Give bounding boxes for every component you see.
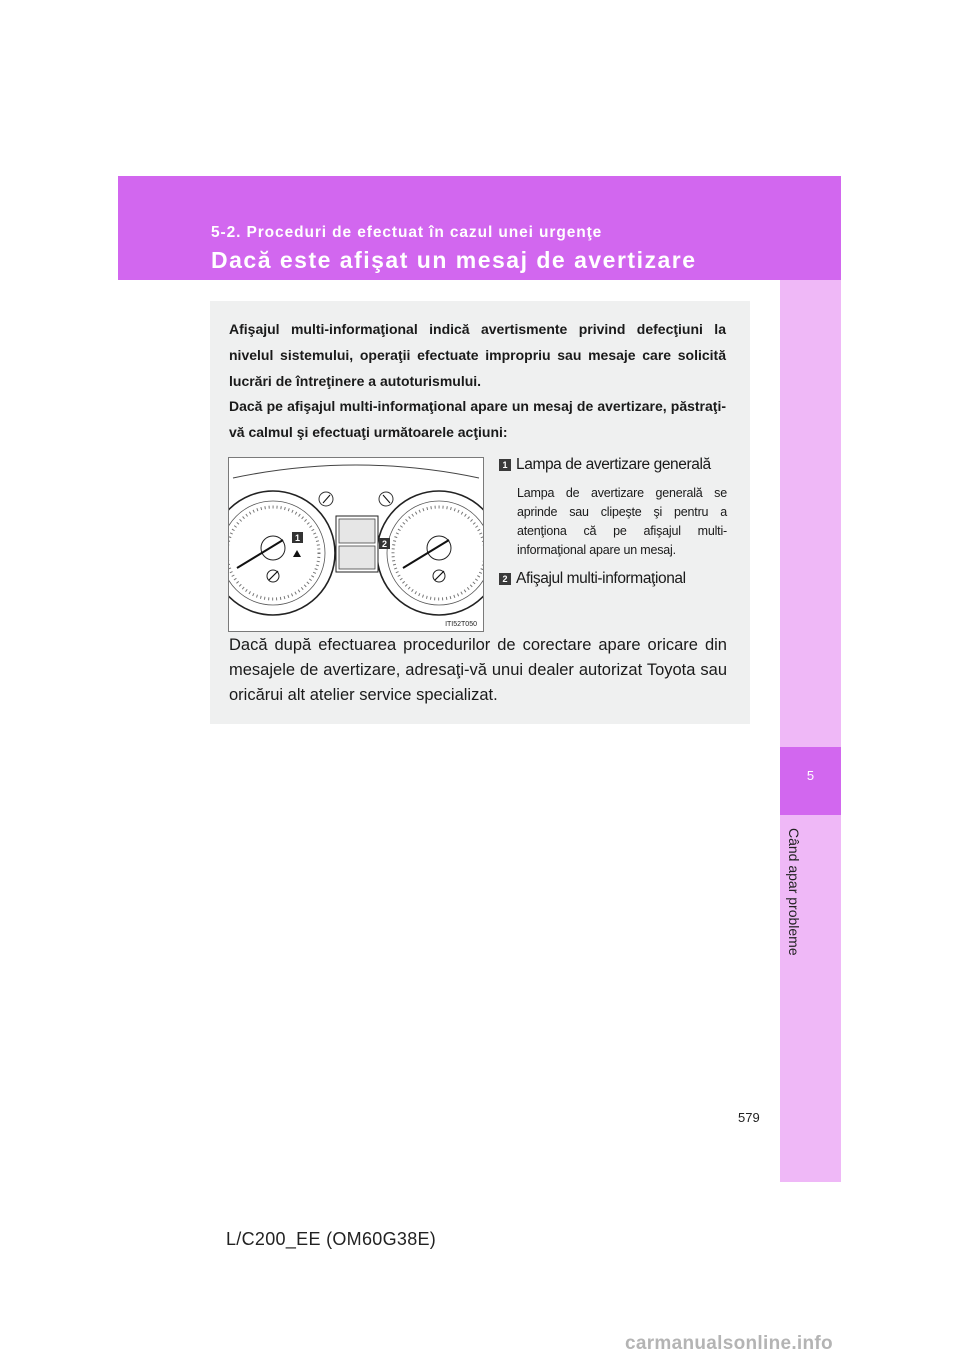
figure-code: ITI52T050 (445, 621, 477, 628)
callout-title-1: Lampa de avertizare generală (516, 456, 711, 473)
page-number: 579 (738, 1110, 760, 1125)
instrument-cluster-figure (228, 457, 484, 632)
intro-paragraph: Afişajul multi-informaţional indică avertismente privind defecţiuni la nivelul sistemului, operaţii efectuate impropriu sau mesaje care solicită lucrări de întreţinere a autoturismului. (229, 321, 726, 389)
chapter-number: 5 (806, 768, 815, 783)
callout-1 (499, 456, 727, 474)
page-title: Dacă este afişat un mesaj de avertizare (211, 247, 697, 273)
side-tab (780, 280, 841, 1182)
callout-2 (499, 570, 727, 588)
intro-paragraph-actions: Dacă pe afişajul multi-informaţional apare un mesaj de avertizare, păstraţi-vă calmul şi efectuaţi următoarele acţiuni: (229, 398, 726, 440)
closing-paragraph: Dacă după efectuarea procedurilor de corectare apare oricare din mesajele de avertizare, adresaţi-vă unui dealer autorizat Toyota sau oricărui alt atelier service specializat. (229, 636, 727, 704)
callout-description-1: Lampa de avertizare generală se aprinde sau clipeşte şi pentru a atenţiona că pe afişajul multi-informaţional apare un mesaj. (517, 486, 727, 557)
callout-number-1: 1 (499, 459, 511, 471)
watermark: carmanualsonline.info (625, 1333, 833, 1354)
document-id: L/C200_EE (OM60G38E) (226, 1229, 437, 1249)
instrument-cluster-illustration (229, 458, 483, 631)
section-label: 5-2. Proceduri de efectuat în cazul unei urgenţe (211, 224, 603, 241)
svg-text:1: 1 (294, 533, 301, 543)
callout-title-2: Afişajul multi-informaţional (516, 570, 686, 587)
svg-text:2: 2 (381, 539, 388, 549)
chapter-title: Când apar probleme (786, 828, 802, 956)
callout-number-2: 2 (499, 573, 511, 585)
